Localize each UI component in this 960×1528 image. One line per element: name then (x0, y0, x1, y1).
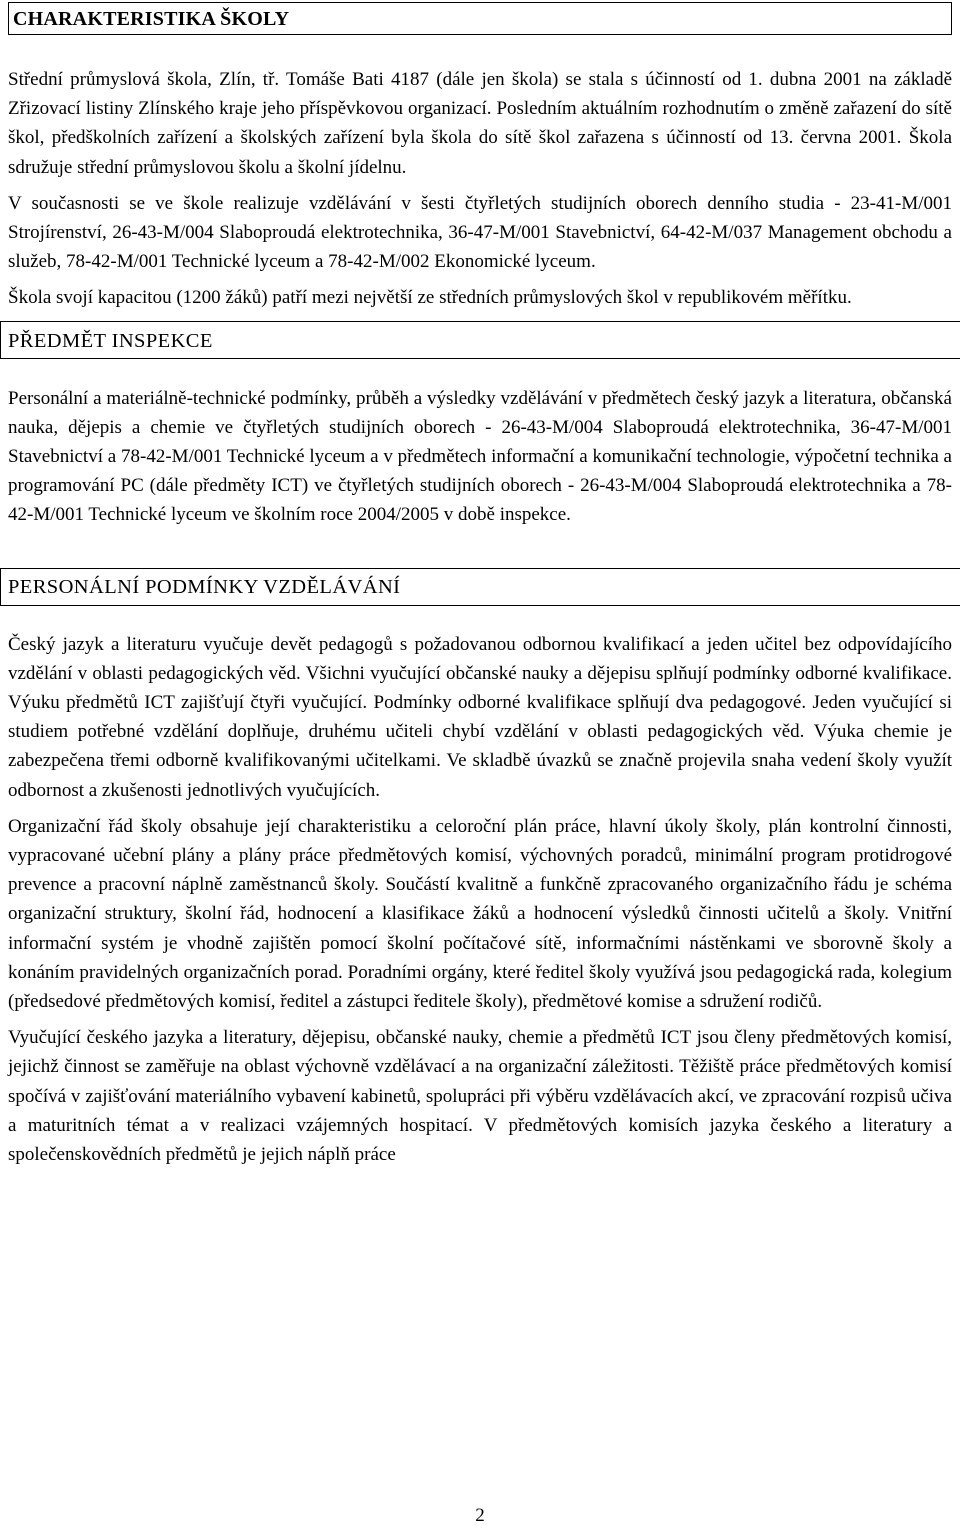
paragraph-characteristic-1: Střední průmyslová škola, Zlín, tř. Tomáše Bati 4187 (dále jen škola) se stala s účinností od 1. dubna 2001 na základě Zřizovací listiny Zlínského kraje jeho příspěvkovou organizací. Posledním aktuálním rozhodnutím o změně zařazení do sítě škol, předškolních zařízení a školských zařízení byla škola do sítě škol zařazena s účinností od 13. června 2001. Škola sdružuje střední průmyslovou školu a školní jídelnu. (8, 69, 952, 178)
heading-characteristic: CHARAKTERISTIKA ŠKOLY (8, 2, 952, 35)
paragraph-subject-1: Personální a materiálně-technické podmínky, průběh a výsledky vzdělávání v předmětech český jazyk a literatura, občanská nauka, dějepis a chemie ve čtyřletých studijních oborech - 26-43-M/004 Slaboproudá elektrotechnika, 36-47-M/001 Stavebnictví a 78-42-M/001 Technické lyceum a v předmětech informační a komunikační technologie, výpočetní technika a programování PC (dále předměty ICT) ve čtyřletých studijních oborech - 26-43-M/004 Slaboproudá elektrotechnika a 78-42-M/001 Technické lyceum ve školním roce 2004/2005 v době inspekce. (8, 387, 952, 526)
paragraph-characteristic-2: V současnosti se ve škole realizuje vzdělávání v šesti čtyřletých studijních oborech denního studia - 23-41-M/001 Strojírenství, 26-43-M/004 Slaboproudá elektrotechnika, 36-47-M/001 Stavebnictví, 64-42-M/037 Management obchodu a služeb, 78-42-M/001 Technické lyceum a 78-42-M/002 Ekonomické lyceum. (8, 192, 952, 273)
heading-personnel: PERSONÁLNÍ PODMÍNKY VZDĚLÁVÁNÍ (8, 575, 401, 598)
heading-subject: PŘEDMĚT INSPEKCE (8, 329, 213, 352)
heading-personnel-wrap (8, 568, 952, 608)
paragraph-personnel-1: Český jazyk a literaturu vyučuje devět pedagogů s požadovanou odbornou kvalifikací a jeden učitel bez odpovídajícího vzdělání v oblasti pedagogických věd. Všichni vyučující občanské nauky a dějepisu splňují podmínky odborné kvalifikace. Výuku předmětů ICT zajišťují čtyři vyučující. Podmínky odborné kvalifikace splňují dva pedagogové. Jeden vyučující si studiem potřebné vzdělání doplňuje, druhému učiteli chybí vzdělání v oblasti pedagogických věd. Výuka chemie je zabezpečena třemi odborně kvalifikovanými učitelkami. Ve skladbě úvazků se značně projevila snaha vedení školy využít odbornost a zkušenosti jednotlivých vyučujících. (8, 633, 952, 801)
page-number: 2 (475, 1505, 485, 1526)
heading-subject-wrap (8, 318, 952, 358)
paragraph-personnel-3: Vyučující českého jazyka a literatury, dějepisu, občanské nauky, chemie a předmětů ICT jsou členy předmětových komisí, jejichž činnost se zaměřuje na oblast výchovně vzdělávací a na organizační záležitosti. Těžiště práce předmětových komisí spočívá v zajišťování materiálního vybavení kabinetů, spolupráci při výběru vzdělávacích akcí, ve zpracování rozpisů učiva a maturitních témat a v realizaci vzájemných hospitací. V předmětových komisích jazyka českého a literatury a společenskovědních předmětů je jejich náplň práce (8, 1027, 952, 1166)
paragraph-characteristic-3: Škola svojí kapacitou (1200 žáků) patří mezi největší ze středních průmyslových škol v republikovém měřítku. (8, 287, 852, 309)
paragraph-personnel-2: Organizační řád školy obsahuje její charakteristiku a celoroční plán práce, hlavní úkoly školy, plán kontrolní činnosti, vypracované učební plány a plány práce předmětových komisí, výchovných poradců, minimální program protidrogové prevence a pracovní náplně zaměstnanců školy. Součástí kvalitně a funkčně zpracovaného organizačního řádu je schéma organizační struktury, školní řád, hodnocení a klasifikace žáků a hodnocení výsledků činnosti učitelů a školy. Vnitřní informační systém je vhodně zajištěn pomocí školní počítačové sítě, informačními nástěnkami ve sborovně školy a konáním pravidelných organizačních porad. Poradními orgány, které ředitel školy využívá jsou pedagogická rada, kolegium (předsedové předmětových komisí, ředitel a zástupci ředitele školy), předmětové komise a sdružení rodičů. (8, 815, 952, 1013)
document-page (8, 2, 952, 1169)
